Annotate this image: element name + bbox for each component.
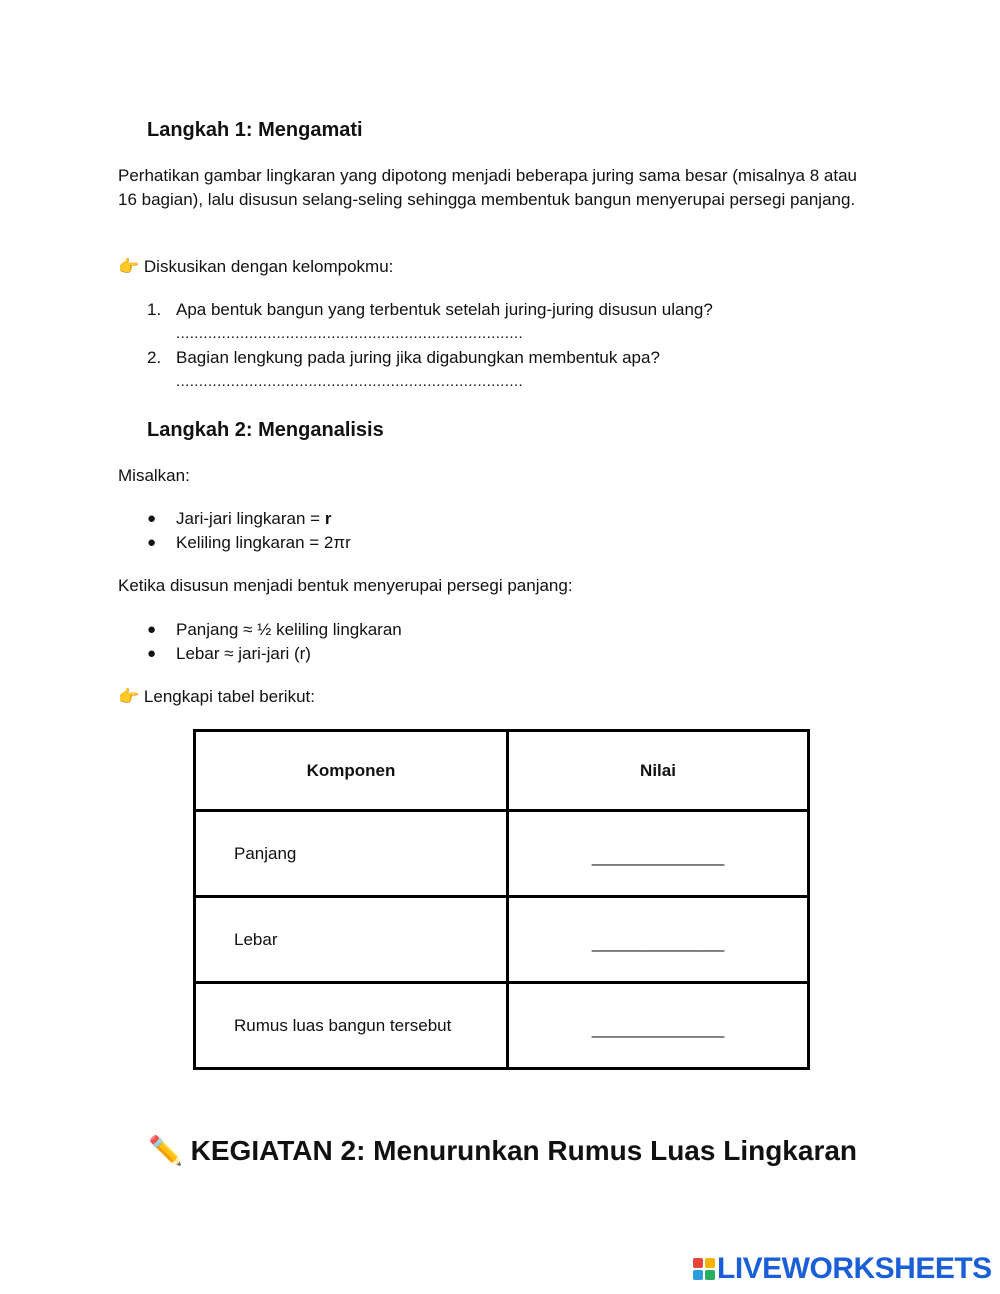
table-row	[195, 811, 809, 897]
table-row	[195, 897, 809, 983]
pencil-icon: ✏️	[148, 1134, 183, 1167]
misalkan-label: Misalkan:	[118, 466, 190, 485]
discussion-prompt-text: Diskusikan dengan kelompokmu:	[143, 257, 394, 276]
question-2-number: 2.	[147, 348, 162, 367]
bullet-icon: ●	[147, 510, 157, 527]
question-1-text: Apa bentuk bangun yang terbentuk setelah juring-juring disusun ulang?	[176, 300, 713, 319]
bullet-jari-jari	[176, 507, 331, 531]
row-label-lebar: Lebar	[195, 897, 508, 983]
pointing-hand-icon: 👉	[118, 687, 140, 707]
row-label-rumus-luas: Rumus luas bangun tersebut	[195, 983, 508, 1069]
row-label-panjang: Panjang	[195, 811, 508, 897]
answer-blank-panjang[interactable]: ______________	[508, 811, 809, 897]
komponen-table	[193, 729, 810, 1070]
question-2-text: Bagian lengkung pada juring jika digabungkan membentuk apa?	[176, 348, 660, 367]
header-komponen: Komponen	[195, 731, 508, 811]
langkah-1-heading: Langkah 1: Mengamati	[147, 119, 363, 141]
bullet-icon: ●	[147, 534, 157, 551]
bullet-lebar: Lebar ≈ jari-jari (r)	[176, 644, 311, 663]
bullet-jari-jari-text: Jari-jari lingkaran =	[176, 509, 325, 528]
table-row	[195, 983, 809, 1069]
bullet-icon: ●	[147, 621, 157, 638]
liveworksheets-logo-icon	[693, 1258, 715, 1280]
discussion-prompt	[118, 255, 393, 279]
liveworksheets-logo-text: LIVEWORKSHEETS	[717, 1252, 992, 1285]
pointing-hand-icon: 👉	[118, 257, 140, 277]
answer-blank-lebar[interactable]: ______________	[508, 897, 809, 983]
liveworksheets-logo	[693, 1252, 992, 1286]
table-prompt	[118, 685, 315, 709]
table-header-row	[195, 731, 809, 811]
bullet-jari-jari-symbol: r	[324, 509, 332, 528]
question-2-answer-line[interactable]: ............................................................................	[176, 373, 524, 390]
langkah-2-heading: Langkah 2: Menganalisis	[147, 419, 384, 441]
question-1-number: 1.	[147, 300, 162, 319]
ketika-text: Ketika disusun menjadi bentuk menyerupai persegi panjang:	[118, 576, 573, 595]
question-1-answer-line[interactable]: ............................................................................	[176, 325, 524, 342]
kegiatan-2-title: KEGIATAN 2: Menurunkan Rumus Luas Lingkaran	[190, 1135, 858, 1166]
langkah-1-paragraph: Perhatikan gambar lingkaran yang dipotong menjadi beberapa juring sama besar (misalnya 8 atau 16 bagian), lalu disusun selang-seling sehingga membentuk bangun menyerupai persegi panjang.	[118, 166, 858, 209]
bullet-icon: ●	[147, 645, 157, 662]
bullet-keliling: Keliling lingkaran = 2πr	[176, 533, 351, 552]
bullet-panjang: Panjang ≈ ½ keliling lingkaran	[176, 620, 402, 639]
table-prompt-text: Lengkapi tabel berikut:	[143, 687, 315, 706]
kegiatan-2-heading	[148, 1134, 857, 1167]
header-nilai: Nilai	[508, 731, 809, 811]
answer-blank-rumus-luas[interactable]: ______________	[508, 983, 809, 1069]
